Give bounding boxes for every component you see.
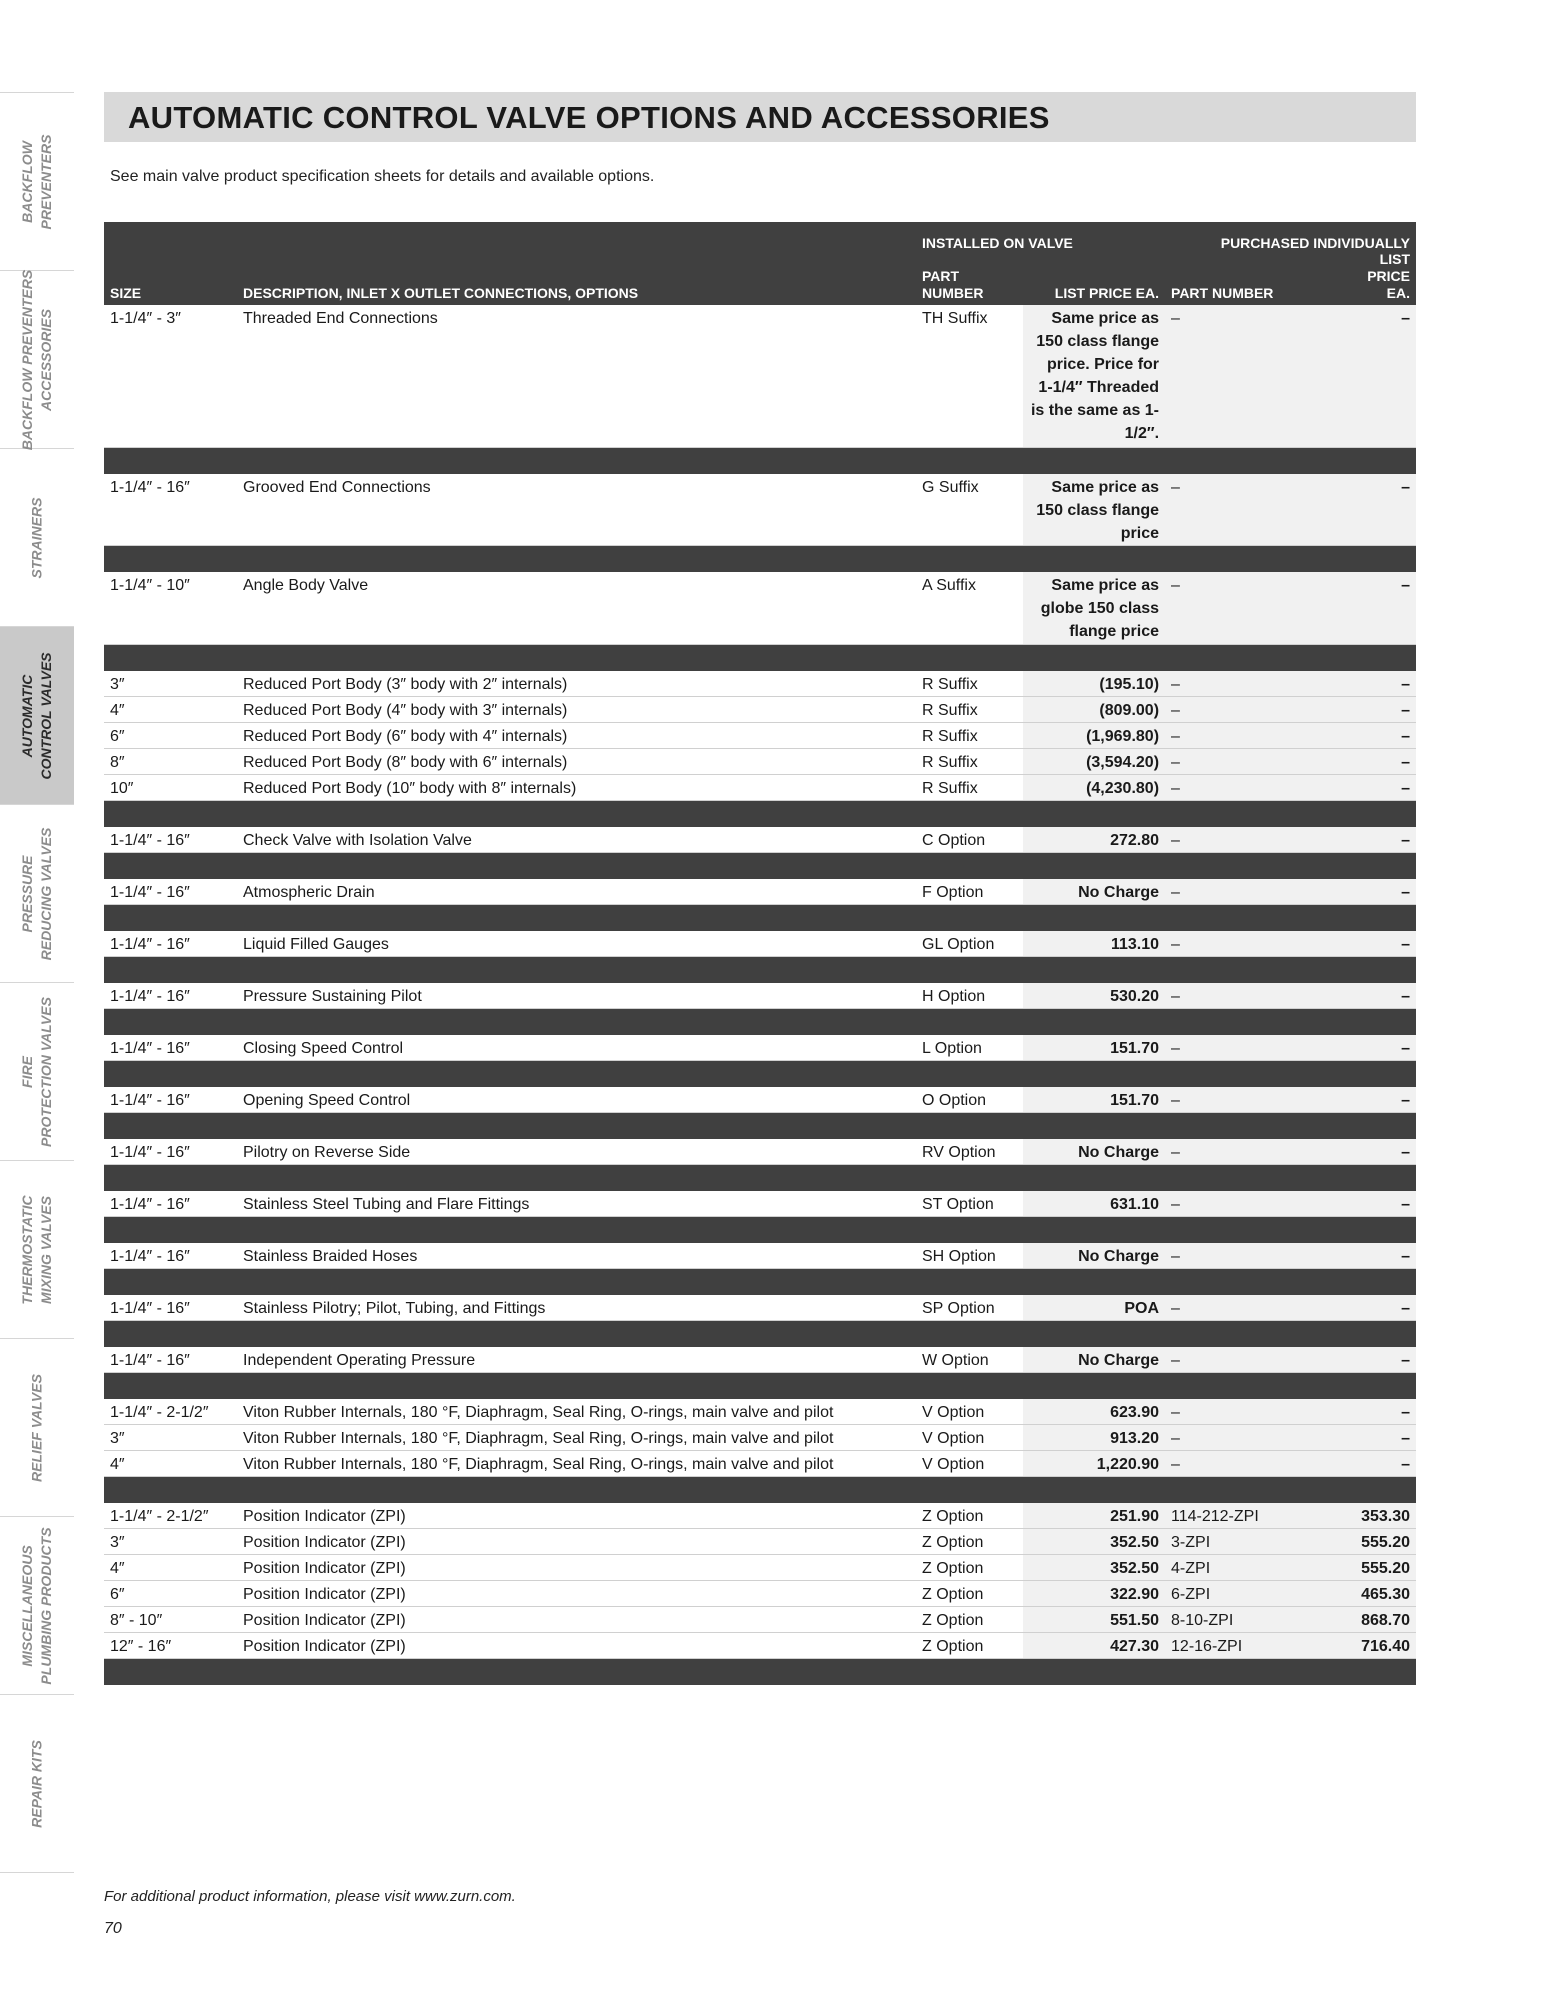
- list-price-cell: 113.10: [1023, 931, 1165, 957]
- purchased-part-number-cell: –: [1165, 305, 1341, 448]
- description-cell: Position Indicator (ZPI): [237, 1529, 916, 1555]
- list-price-cell: No Charge: [1023, 1139, 1165, 1165]
- part-number-cell: R Suffix: [916, 671, 1023, 697]
- separator-bar: [104, 1373, 1416, 1400]
- list-price-cell: 322.90: [1023, 1581, 1165, 1607]
- description-cell: Threaded End Connections: [237, 305, 916, 448]
- sidebar-tab-label: AUTOMATIC CONTROL VALVES: [19, 651, 54, 780]
- part-number-cell: Z Option: [916, 1555, 1023, 1581]
- purchased-part-number-cell: –: [1165, 572, 1341, 645]
- table-row: [104, 1451, 1416, 1477]
- list-price-cell: 151.70: [1023, 1087, 1165, 1113]
- group-separator: [104, 1269, 1416, 1296]
- separator-bar: [104, 1217, 1416, 1244]
- sidebar-tab-label: MISCELLANEOUS PLUMBING PRODUCTS: [19, 1526, 54, 1685]
- part-number-cell: SH Option: [916, 1243, 1023, 1269]
- sidebar-tab-miscellaneous-plumbing-products[interactable]: [0, 1517, 74, 1695]
- list-price-cell: POA: [1023, 1295, 1165, 1321]
- section-sidebar: [0, 92, 74, 1889]
- title-bar: [104, 92, 1416, 142]
- size-cell: 1-1/4″ - 10″: [104, 572, 237, 645]
- description-cell: Opening Speed Control: [237, 1087, 916, 1113]
- size-cell: 1-1/4″ - 16″: [104, 879, 237, 905]
- part-number-cell: ST Option: [916, 1191, 1023, 1217]
- table-row: [104, 1555, 1416, 1581]
- size-cell: 12″ - 16″: [104, 1633, 237, 1659]
- part-number-cell: G Suffix: [916, 474, 1023, 546]
- purchased-part-number-cell: –: [1165, 1295, 1341, 1321]
- purchased-part-number-column-header: PART NUMBER: [1165, 251, 1341, 305]
- column-header-row: [104, 251, 1416, 305]
- table-row: [104, 697, 1416, 723]
- list-price-cell: (3,594.20): [1023, 749, 1165, 775]
- list-price-cell: No Charge: [1023, 1243, 1165, 1269]
- sidebar-tab-thermostatic-mixing-valves[interactable]: [0, 1161, 74, 1339]
- size-cell: 1-1/4″ - 16″: [104, 474, 237, 546]
- table-row: [104, 1633, 1416, 1659]
- group-header-row: [104, 222, 1416, 251]
- table-row: [104, 305, 1416, 448]
- purchased-list-price-cell: –: [1341, 983, 1416, 1009]
- table-row: [104, 1529, 1416, 1555]
- description-cell: Liquid Filled Gauges: [237, 931, 916, 957]
- size-cell: 1-1/4″ - 2-1/2″: [104, 1503, 237, 1529]
- purchased-list-price-cell: –: [1341, 1035, 1416, 1061]
- purchased-part-number-cell: –: [1165, 879, 1341, 905]
- separator-bar: [104, 1659, 1416, 1686]
- list-price-cell: (809.00): [1023, 697, 1165, 723]
- size-cell: 1-1/4″ - 16″: [104, 1295, 237, 1321]
- sidebar-tab-label: RELIEF VALVES: [28, 1373, 45, 1482]
- sidebar-tab-relief-valves[interactable]: [0, 1339, 74, 1517]
- description-cell: Viton Rubber Internals, 180 °F, Diaphragm, Seal Ring, O-rings, main valve and pilot: [237, 1399, 916, 1425]
- purchased-list-price-cell: 353.30: [1341, 1503, 1416, 1529]
- separator-bar: [104, 1009, 1416, 1036]
- sidebar-tab-fire-protection-valves[interactable]: [0, 983, 74, 1161]
- table-row: [104, 1607, 1416, 1633]
- size-cell: 3″: [104, 1425, 237, 1451]
- page-number: 70: [104, 1920, 122, 1937]
- list-price-cell: No Charge: [1023, 1347, 1165, 1373]
- group-separator: [104, 1217, 1416, 1244]
- group-separator: [104, 957, 1416, 984]
- sidebar-tab-automatic-control-valves[interactable]: [0, 627, 74, 805]
- description-cell: Atmospheric Drain: [237, 879, 916, 905]
- part-number-cell: C Option: [916, 827, 1023, 853]
- description-cell: Reduced Port Body (8″ body with 6″ internals): [237, 749, 916, 775]
- table-row: [104, 1191, 1416, 1217]
- list-price-cell: 551.50: [1023, 1607, 1165, 1633]
- part-number-cell: W Option: [916, 1347, 1023, 1373]
- sidebar-tab-label: PRESSURE REDUCING VALVES: [19, 827, 54, 960]
- purchased-part-number-cell: –: [1165, 931, 1341, 957]
- size-cell: 1-1/4″ - 16″: [104, 1243, 237, 1269]
- purchased-list-price-cell: –: [1341, 572, 1416, 645]
- purchased-part-number-cell: 12-16-ZPI: [1165, 1633, 1341, 1659]
- purchased-list-price-cell: –: [1341, 1243, 1416, 1269]
- part-number-cell: V Option: [916, 1451, 1023, 1477]
- purchased-list-price-cell: –: [1341, 1191, 1416, 1217]
- table-row: [104, 749, 1416, 775]
- part-number-cell: RV Option: [916, 1139, 1023, 1165]
- separator-bar: [104, 645, 1416, 672]
- part-number-cell: Z Option: [916, 1529, 1023, 1555]
- purchased-list-price-cell: –: [1341, 671, 1416, 697]
- part-number-cell: R Suffix: [916, 723, 1023, 749]
- list-price-column-header: LIST PRICE EA.: [1023, 251, 1165, 305]
- table-row: [104, 983, 1416, 1009]
- part-number-cell: TH Suffix: [916, 305, 1023, 448]
- size-cell: 1-1/4″ - 16″: [104, 1191, 237, 1217]
- purchased-part-number-cell: –: [1165, 749, 1341, 775]
- list-price-cell: (1,969.80): [1023, 723, 1165, 749]
- table-row: [104, 1087, 1416, 1113]
- description-cell: Position Indicator (ZPI): [237, 1633, 916, 1659]
- purchased-part-number-cell: 8-10-ZPI: [1165, 1607, 1341, 1633]
- table-row: [104, 775, 1416, 801]
- part-number-cell: Z Option: [916, 1633, 1023, 1659]
- part-number-cell: L Option: [916, 1035, 1023, 1061]
- description-cell: Independent Operating Pressure: [237, 1347, 916, 1373]
- separator-bar: [104, 1165, 1416, 1192]
- description-cell: Check Valve with Isolation Valve: [237, 827, 916, 853]
- description-cell: Angle Body Valve: [237, 572, 916, 645]
- table-row: [104, 1425, 1416, 1451]
- description-cell: Position Indicator (ZPI): [237, 1503, 916, 1529]
- description-cell: Stainless Steel Tubing and Flare Fittings: [237, 1191, 916, 1217]
- purchased-part-number-cell: –: [1165, 1139, 1341, 1165]
- part-number-cell: R Suffix: [916, 697, 1023, 723]
- description-cell: Reduced Port Body (6″ body with 4″ internals): [237, 723, 916, 749]
- group-separator: [104, 1659, 1416, 1686]
- description-cell: Reduced Port Body (10″ body with 8″ internals): [237, 775, 916, 801]
- part-number-cell: R Suffix: [916, 749, 1023, 775]
- purchased-part-number-cell: –: [1165, 1035, 1341, 1061]
- purchased-part-number-cell: –: [1165, 775, 1341, 801]
- table-row: [104, 474, 1416, 546]
- separator-bar: [104, 1061, 1416, 1088]
- group-separator: [104, 1373, 1416, 1400]
- table-row: [104, 1035, 1416, 1061]
- table-row: [104, 1581, 1416, 1607]
- description-cell: Pressure Sustaining Pilot: [237, 983, 916, 1009]
- purchased-list-price-cell: –: [1341, 775, 1416, 801]
- group-separator: [104, 905, 1416, 932]
- group-separator: [104, 448, 1416, 475]
- group-separator: [104, 546, 1416, 573]
- sidebar-tab-label: STRAINERS: [28, 497, 45, 578]
- purchased-list-price-cell: –: [1341, 1451, 1416, 1477]
- group-separator: [104, 645, 1416, 672]
- size-cell: 4″: [104, 1555, 237, 1581]
- table-row: [104, 1399, 1416, 1425]
- purchased-list-price-cell: –: [1341, 749, 1416, 775]
- sidebar-tab-backflow-preventers[interactable]: [0, 93, 74, 271]
- sidebar-tab-label: REPAIR KITS: [28, 1739, 45, 1828]
- group-separator: [104, 1321, 1416, 1348]
- sidebar-tab-repair-kits[interactable]: [0, 1695, 74, 1873]
- purchased-part-number-cell: –: [1165, 474, 1341, 546]
- description-cell: Stainless Braided Hoses: [237, 1243, 916, 1269]
- part-number-cell: O Option: [916, 1087, 1023, 1113]
- list-price-cell: No Charge: [1023, 879, 1165, 905]
- purchased-list-price-cell: –: [1341, 1295, 1416, 1321]
- description-cell: Pilotry on Reverse Side: [237, 1139, 916, 1165]
- purchased-part-number-cell: 6-ZPI: [1165, 1581, 1341, 1607]
- installed-on-valve-header: INSTALLED ON VALVE: [916, 222, 1165, 251]
- list-price-cell: Same price as globe 150 class flange price: [1023, 572, 1165, 645]
- table-row: [104, 572, 1416, 645]
- sidebar-tab-backflow-preventers-accessories[interactable]: [0, 271, 74, 449]
- purchased-part-number-cell: –: [1165, 983, 1341, 1009]
- list-price-cell: 623.90: [1023, 1399, 1165, 1425]
- part-number-cell: F Option: [916, 879, 1023, 905]
- part-number-cell: SP Option: [916, 1295, 1023, 1321]
- separator-bar: [104, 448, 1416, 475]
- list-price-cell: (4,230.80): [1023, 775, 1165, 801]
- purchased-list-price-cell: –: [1341, 879, 1416, 905]
- size-cell: 1-1/4″ - 16″: [104, 1347, 237, 1373]
- purchased-part-number-cell: 4-ZPI: [1165, 1555, 1341, 1581]
- description-cell: Position Indicator (ZPI): [237, 1581, 916, 1607]
- purchased-list-price-cell: 555.20: [1341, 1529, 1416, 1555]
- purchased-part-number-cell: –: [1165, 697, 1341, 723]
- group-separator: [104, 853, 1416, 880]
- purchased-list-price-cell: –: [1341, 697, 1416, 723]
- purchased-part-number-cell: –: [1165, 1243, 1341, 1269]
- description-cell: Position Indicator (ZPI): [237, 1555, 916, 1581]
- table-row: [104, 723, 1416, 749]
- purchased-list-price-cell: 555.20: [1341, 1555, 1416, 1581]
- group-separator: [104, 1061, 1416, 1088]
- purchased-list-price-cell: –: [1341, 1425, 1416, 1451]
- purchased-list-price-cell: 868.70: [1341, 1607, 1416, 1633]
- group-separator: [104, 801, 1416, 828]
- purchased-individually-header: PURCHASED INDIVIDUALLY: [1165, 222, 1416, 251]
- part-number-cell: Z Option: [916, 1581, 1023, 1607]
- purchased-part-number-cell: –: [1165, 723, 1341, 749]
- size-cell: 3″: [104, 1529, 237, 1555]
- size-cell: 1-1/4″ - 16″: [104, 1087, 237, 1113]
- size-cell: 1-1/4″ - 16″: [104, 983, 237, 1009]
- sidebar-tab-label: BACKFLOW PREVENTERS ACCESSORIES: [19, 269, 54, 450]
- purchased-list-price-cell: –: [1341, 1139, 1416, 1165]
- purchased-part-number-cell: –: [1165, 1399, 1341, 1425]
- purchased-list-price-cell: 716.40: [1341, 1633, 1416, 1659]
- separator-bar: [104, 1321, 1416, 1348]
- header-spacer: [237, 222, 916, 251]
- purchased-list-price-cell: –: [1341, 931, 1416, 957]
- size-cell: 4″: [104, 1451, 237, 1477]
- purchased-part-number-cell: –: [1165, 671, 1341, 697]
- sidebar-tab-strainers[interactable]: [0, 449, 74, 627]
- table-row: [104, 1295, 1416, 1321]
- description-cell: Viton Rubber Internals, 180 °F, Diaphragm, Seal Ring, O-rings, main valve and pilot: [237, 1425, 916, 1451]
- list-price-cell: 427.30: [1023, 1633, 1165, 1659]
- description-cell: Position Indicator (ZPI): [237, 1607, 916, 1633]
- list-price-cell: 151.70: [1023, 1035, 1165, 1061]
- header-spacer: [104, 222, 237, 251]
- list-price-cell: (195.10): [1023, 671, 1165, 697]
- table-row: [104, 931, 1416, 957]
- sidebar-tab-label: FIRE PROTECTION VALVES: [19, 996, 54, 1147]
- size-cell: 1-1/4″ - 3″: [104, 305, 237, 448]
- purchased-part-number-cell: –: [1165, 1087, 1341, 1113]
- sidebar-tab-pressure-reducing-valves[interactable]: [0, 805, 74, 983]
- purchased-list-price-cell: 465.30: [1341, 1581, 1416, 1607]
- part-number-cell: V Option: [916, 1399, 1023, 1425]
- list-price-cell: 631.10: [1023, 1191, 1165, 1217]
- purchased-part-number-cell: –: [1165, 827, 1341, 853]
- list-price-cell: 352.50: [1023, 1555, 1165, 1581]
- table-row: [104, 1347, 1416, 1373]
- page-title: AUTOMATIC CONTROL VALVE OPTIONS AND ACCESSORIES: [128, 100, 1050, 135]
- purchased-list-price-cell: –: [1341, 474, 1416, 546]
- size-cell: 1-1/4″ - 16″: [104, 827, 237, 853]
- table-row: [104, 671, 1416, 697]
- list-price-cell: Same price as 150 class flange price. Price for 1-1/4″ Threaded is the same as 1-1/2″.: [1023, 305, 1165, 448]
- size-cell: 1-1/4″ - 16″: [104, 1035, 237, 1061]
- size-cell: 6″: [104, 1581, 237, 1607]
- separator-bar: [104, 1477, 1416, 1504]
- list-price-cell: 272.80: [1023, 827, 1165, 853]
- separator-bar: [104, 905, 1416, 932]
- table-row: [104, 1139, 1416, 1165]
- purchased-list-price-cell: –: [1341, 827, 1416, 853]
- separator-bar: [104, 546, 1416, 573]
- description-column-header: DESCRIPTION, INLET X OUTLET CONNECTIONS, OPTIONS: [237, 251, 916, 305]
- part-number-column-header: PART NUMBER: [916, 251, 1023, 305]
- purchased-part-number-cell: –: [1165, 1425, 1341, 1451]
- list-price-cell: 251.90: [1023, 1503, 1165, 1529]
- size-cell: 6″: [104, 723, 237, 749]
- size-cell: 8″: [104, 749, 237, 775]
- description-cell: Viton Rubber Internals, 180 °F, Diaphragm, Seal Ring, O-rings, main valve and pilot: [237, 1451, 916, 1477]
- purchased-part-number-cell: –: [1165, 1347, 1341, 1373]
- table-row: [104, 879, 1416, 905]
- sidebar-tab-label: BACKFLOW PREVENTERS: [19, 134, 54, 229]
- part-number-cell: H Option: [916, 983, 1023, 1009]
- description-cell: Grooved End Connections: [237, 474, 916, 546]
- size-cell: 4″: [104, 697, 237, 723]
- description-cell: Reduced Port Body (4″ body with 3″ internals): [237, 697, 916, 723]
- part-number-cell: R Suffix: [916, 775, 1023, 801]
- purchased-list-price-cell: –: [1341, 1347, 1416, 1373]
- part-number-cell: A Suffix: [916, 572, 1023, 645]
- footer-note: For additional product information, please visit www.zurn.com.: [104, 1888, 516, 1905]
- separator-bar: [104, 957, 1416, 984]
- purchased-part-number-cell: 3-ZPI: [1165, 1529, 1341, 1555]
- separator-bar: [104, 1113, 1416, 1140]
- table-row: [104, 1503, 1416, 1529]
- part-number-cell: Z Option: [916, 1503, 1023, 1529]
- group-separator: [104, 1009, 1416, 1036]
- table-row: [104, 1243, 1416, 1269]
- list-price-cell: 913.20: [1023, 1425, 1165, 1451]
- separator-bar: [104, 1269, 1416, 1296]
- size-cell: 1-1/4″ - 16″: [104, 931, 237, 957]
- separator-bar: [104, 853, 1416, 880]
- group-separator: [104, 1165, 1416, 1192]
- purchased-part-number-cell: 114-212-ZPI: [1165, 1503, 1341, 1529]
- size-cell: 1-1/4″ - 2-1/2″: [104, 1399, 237, 1425]
- table-body: [104, 305, 1416, 1685]
- part-number-cell: Z Option: [916, 1607, 1023, 1633]
- list-price-cell: 530.20: [1023, 983, 1165, 1009]
- list-price-cell: 1,220.90: [1023, 1451, 1165, 1477]
- description-cell: Reduced Port Body (3″ body with 2″ internals): [237, 671, 916, 697]
- group-separator: [104, 1477, 1416, 1504]
- purchased-list-price-cell: –: [1341, 1399, 1416, 1425]
- purchased-part-number-cell: –: [1165, 1191, 1341, 1217]
- purchased-part-number-cell: –: [1165, 1451, 1341, 1477]
- size-cell: 8″ - 10″: [104, 1607, 237, 1633]
- list-price-cell: 352.50: [1023, 1529, 1165, 1555]
- page-subtitle: See main valve product specification sheets for details and available options.: [110, 168, 655, 185]
- purchased-list-price-cell: –: [1341, 723, 1416, 749]
- description-cell: Stainless Pilotry; Pilot, Tubing, and Fittings: [237, 1295, 916, 1321]
- size-cell: 1-1/4″ - 16″: [104, 1139, 237, 1165]
- group-separator: [104, 1113, 1416, 1140]
- purchased-list-price-cell: –: [1341, 305, 1416, 448]
- size-cell: 10″: [104, 775, 237, 801]
- purchased-list-price-cell: –: [1341, 1087, 1416, 1113]
- sidebar-tab-label: THERMOSTATIC MIXING VALVES: [19, 1194, 54, 1305]
- description-cell: Closing Speed Control: [237, 1035, 916, 1061]
- part-number-cell: V Option: [916, 1425, 1023, 1451]
- size-cell: 3″: [104, 671, 237, 697]
- price-table: [104, 222, 1416, 1685]
- list-price-cell: Same price as 150 class flange price: [1023, 474, 1165, 546]
- separator-bar: [104, 801, 1416, 828]
- table-row: [104, 827, 1416, 853]
- size-column-header: SIZE: [104, 251, 237, 305]
- purchased-list-price-column-header: LIST PRICE EA.: [1341, 251, 1416, 305]
- part-number-cell: GL Option: [916, 931, 1023, 957]
